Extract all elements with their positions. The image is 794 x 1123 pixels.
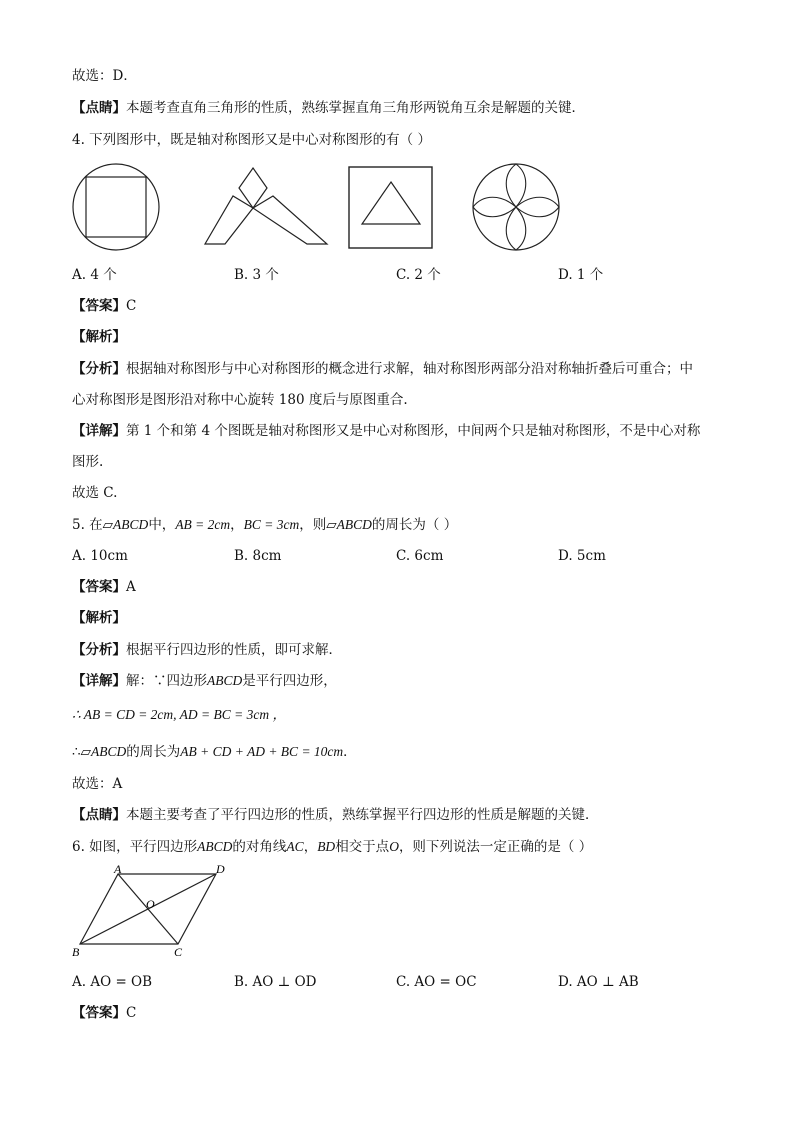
label-c: C (174, 945, 183, 959)
q4-option-b: B. 3 个 (234, 267, 279, 283)
q6-option-c-text: C. AO = OC (396, 974, 477, 990)
q6-stem-d: 相交于点 (335, 839, 390, 855)
q4-detail-line1 (72, 422, 700, 440)
q5-detail-a: 解：∵四边形 (126, 673, 207, 689)
label-a: A (114, 864, 122, 876)
q6-option-b (234, 973, 317, 991)
q5-detail-abcd: ABCD (207, 673, 243, 688)
q5-pg2: ▱ABCD (326, 517, 372, 532)
q5-stem-d: 的周长为（ ） (371, 517, 458, 533)
q5-stem-c: ，则 (299, 517, 327, 533)
q5-answer-line (72, 578, 136, 596)
q4-option-d: D. 1 个 (558, 267, 604, 283)
q6-abcd: ABCD (197, 839, 233, 854)
q5-detail (72, 672, 337, 690)
q5-step2 (72, 743, 357, 761)
q4-fenxi-line1 (72, 360, 693, 378)
dianjing-tag: 【点睛】 (72, 807, 126, 823)
q5-step2-pg: ▱ABCD (80, 744, 127, 759)
q4-fenxi-text1: 根据轴对称图形与中心对称图形的概念进行求解，轴对称图形两部分沿对称轴折叠后可重合；中 (126, 361, 693, 377)
q6-answer-line (72, 1004, 136, 1022)
fig-circle-square (71, 162, 161, 252)
q5-stem-a: 5. 在 (72, 517, 103, 533)
q4-option-c: C. 2 个 (396, 267, 441, 283)
q5-fenxi (72, 641, 342, 659)
q4-detail-text1: 第 1 个和第 4 个图既是轴对称图形又是中心对称图形，中间两个只是轴对称图形，不是中心对称 (126, 423, 701, 439)
q5-option-c: C. 6cm (396, 548, 444, 564)
label-b: B (72, 945, 80, 959)
q5-pg1: ▱ABCD (102, 517, 149, 532)
q5-step2-a: ∴ (72, 744, 81, 760)
fig-parallelogram (70, 864, 240, 960)
q4-fenxi-line2: 心对称图形是图形沿对称中心旋转 180 度后与原图重合. (72, 392, 408, 408)
dianjing-tag: 【点睛】 (72, 100, 126, 116)
fenxi-tag: 【分析】 (72, 361, 126, 377)
line-conclusion-prev: 故选：D． (72, 68, 137, 84)
q6-answer: C (126, 1005, 137, 1021)
q4-answer-line (72, 297, 136, 315)
q6-option-a-text: A. AO = OB (72, 974, 153, 990)
q5-step2-c: 的周长为 (126, 744, 181, 760)
q5-step1: ∴ AB = CD = 2cm, AD = BC = 3cm ， (72, 707, 287, 722)
q5-stem (72, 516, 457, 534)
q6-stem-c: ， (303, 839, 318, 855)
q5-option-b: B. 8cm (234, 548, 282, 564)
label-o: O (146, 897, 155, 911)
q4-option-a: A. 4 个 (72, 267, 117, 283)
analysis-tag: 【解析】 (72, 610, 126, 626)
q6-stem-b: 的对角线 (232, 839, 287, 855)
q6-option-d (558, 973, 639, 991)
q5-option-a: A. 10cm (72, 548, 128, 564)
q5-fenxi-text: 根据平行四边形的性质，即可求解． (126, 642, 342, 658)
q6-stem-e: ，则下列说法一定正确的是（ ） (398, 839, 593, 855)
q5-detail-c: 是平行四边形， (242, 673, 337, 689)
q5-step2-e: ． (343, 744, 357, 760)
fenxi-tag: 【分析】 (72, 642, 126, 658)
line-dianjing-prev (72, 99, 585, 117)
fig-three-rhombi (203, 166, 329, 246)
q5-option-d: D. 5cm (558, 548, 606, 564)
q5-stem-b: 中， (148, 517, 176, 533)
q6-option-b-text: B. AO ⊥ OD (234, 974, 317, 990)
xiangjie-tag: 【详解】 (72, 673, 126, 689)
q5-ab: AB = 2cm (175, 517, 231, 532)
analysis-tag: 【解析】 (72, 329, 126, 345)
q5-dianjing (72, 806, 599, 824)
dianjing-text: 本题考查直角三角形的性质，熟练掌握直角三角形两锐角互余是解题的关键． (126, 100, 585, 116)
q5-conclude: 故选：A (72, 776, 123, 792)
q4-analysis-tag (72, 328, 126, 346)
q5-dianjing-text: 本题主要考查了平行四边形的性质，熟练掌握平行四边形的性质是解题的关键． (126, 807, 599, 823)
q6-option-a (72, 973, 152, 991)
answer-tag: 【答案】 (72, 298, 126, 314)
label-d: D (216, 864, 225, 876)
q5-comma: ， (230, 517, 244, 533)
answer-tag: 【答案】 (72, 579, 126, 595)
q6-o: O (389, 839, 399, 854)
q4-detail-line2: 图形. (72, 454, 104, 470)
q6-option-c (396, 973, 477, 991)
q4-stem: 4. 下列图形中，既是轴对称图形又是中心对称图形的有（ ） (72, 132, 431, 148)
q6-bd: BD (317, 839, 336, 854)
fig-circle-petals (471, 162, 561, 252)
q5-analysis-tag (72, 609, 126, 627)
q4-answer: C (126, 298, 137, 314)
q6-ac: AC (286, 839, 304, 854)
q5-answer: A (126, 579, 136, 595)
q6-stem-a: 6. 如图，平行四边形 (72, 839, 198, 855)
q5-bc: BC = 3cm (243, 517, 300, 532)
answer-tag: 【答案】 (72, 1005, 126, 1021)
q6-stem (72, 838, 592, 856)
fig-square-triangle (348, 166, 434, 250)
xiangjie-tag: 【详解】 (72, 423, 126, 439)
q4-conclude: 故选 C. (72, 485, 118, 501)
q5-step2-sum: AB + CD + AD + BC = 10cm (180, 744, 344, 759)
q6-option-d-text: D. AO ⊥ AB (558, 974, 639, 990)
